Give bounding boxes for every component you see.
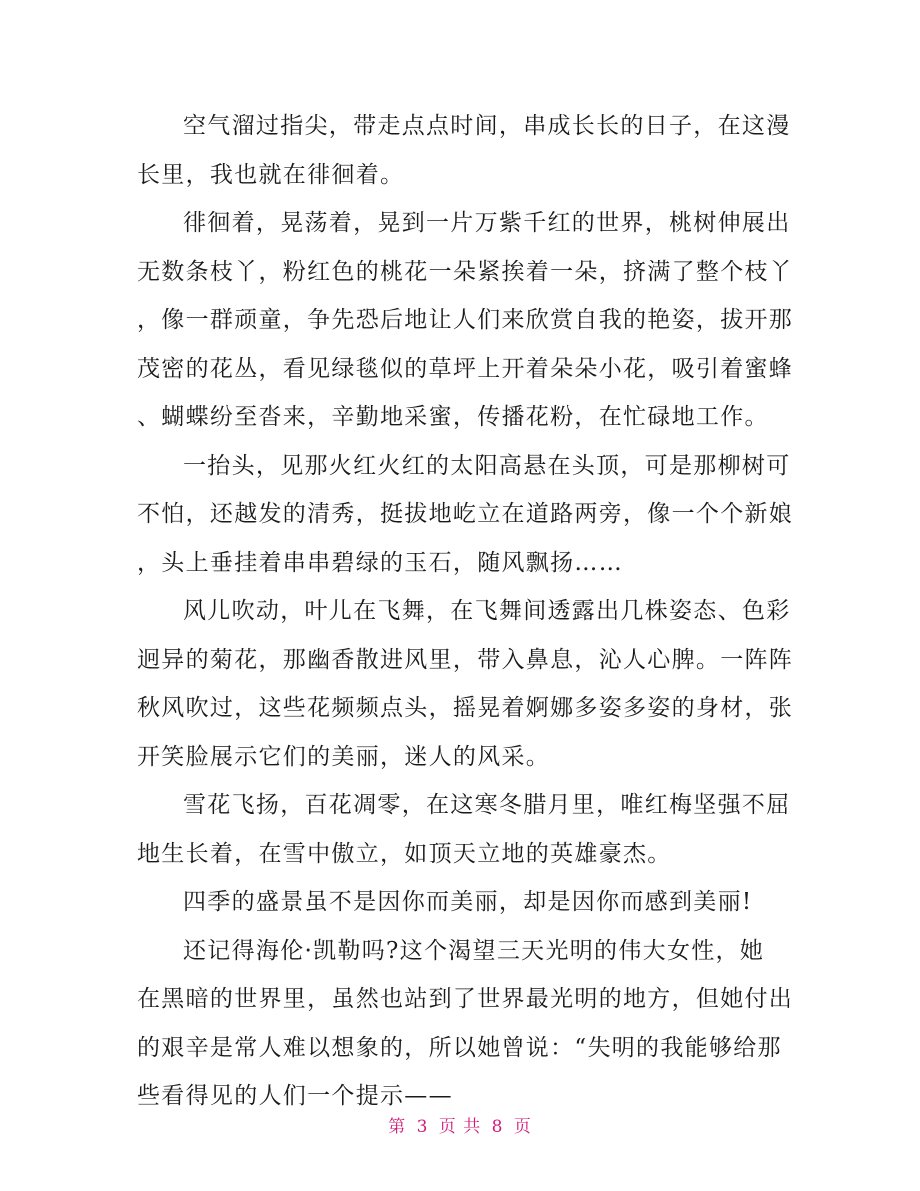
text-line: 些看得见的人们一个提示—— bbox=[137, 1083, 453, 1109]
text-line: ，头上垂挂着串串碧绿的玉石，随风飘扬…… bbox=[137, 549, 623, 576]
text-line: 风儿吹动，叶儿在飞舞，在飞舞间透露出几株姿态、色彩 bbox=[183, 598, 791, 624]
text-line: 雪花飞扬，百花凋零，在这寒冬腊月里，唯红梅坚强不屈 bbox=[183, 792, 791, 818]
text-line: 徘徊着，晃荡着，晃到一片万紫千红的世界，桃树伸展出 bbox=[183, 210, 791, 236]
text-line: 、蝴蝶纷至沓来，辛勤地采蜜，传播花粉，在忙碌地工作。 bbox=[137, 404, 769, 430]
text-line: 地生长着，在雪中傲立，如顶天立地的英雄豪杰。 bbox=[137, 840, 672, 867]
text-line: ，像一群顽童，争先恐后地让人们来欣赏自我的艳姿，拔开那 bbox=[137, 307, 794, 333]
text-line: 的艰辛是常人难以想象的，所以她曾说：“失明的我能够给那 bbox=[137, 1034, 782, 1061]
footer-prefix: 第 bbox=[388, 1117, 407, 1137]
text-line: 在黑暗的世界里，虽然也站到了世界最光明的地方，但她付出 bbox=[137, 986, 794, 1012]
footer-total-pages: 8 bbox=[491, 1117, 504, 1137]
text-line: 秋风吹过，这些花频频点头，摇晃着婀娜多姿多姿的身材，张 bbox=[137, 695, 794, 721]
text-line: 迥异的菊花，那幽香散进风里，带入鼻息，沁人心脾。一阵阵 bbox=[137, 646, 794, 673]
essay-body bbox=[137, 102, 797, 1121]
page-footer bbox=[0, 1112, 920, 1137]
footer-middle: 页 共 bbox=[438, 1117, 482, 1137]
text-line: 茂密的花丛，看见绿毯似的草坪上开着朵朵小花，吸引着蜜蜂 bbox=[137, 355, 794, 382]
text-line: 无数条枝丫，粉红色的桃花一朵紧挨着一朵，挤满了整个枝丫 bbox=[137, 258, 794, 285]
text-line: 长里，我也就在徘徊着。 bbox=[137, 161, 405, 188]
text-line: 一抬头，见那火红火红的太阳高悬在头顶，可是那柳树可 bbox=[183, 452, 791, 479]
text-line: 开笑脸展示它们的美丽，迷人的风采。 bbox=[137, 743, 551, 770]
footer-suffix: 页 bbox=[513, 1117, 532, 1137]
footer-page-number: 3 bbox=[416, 1117, 429, 1137]
text-line: 四季的盛景虽不是因你而美丽，却是因你而感到美丽! bbox=[183, 889, 753, 915]
text-line: 不怕，还越发的清秀，挺拔地屹立在道路两旁，像一个个新娘 bbox=[137, 501, 794, 527]
text-line: 还记得海伦·凯勒吗?这个渴望三天光明的伟大女性，她 bbox=[183, 937, 765, 964]
text-line: 空气溜过指尖，带走点点时间，串成长长的日子，在这漫 bbox=[183, 113, 791, 139]
